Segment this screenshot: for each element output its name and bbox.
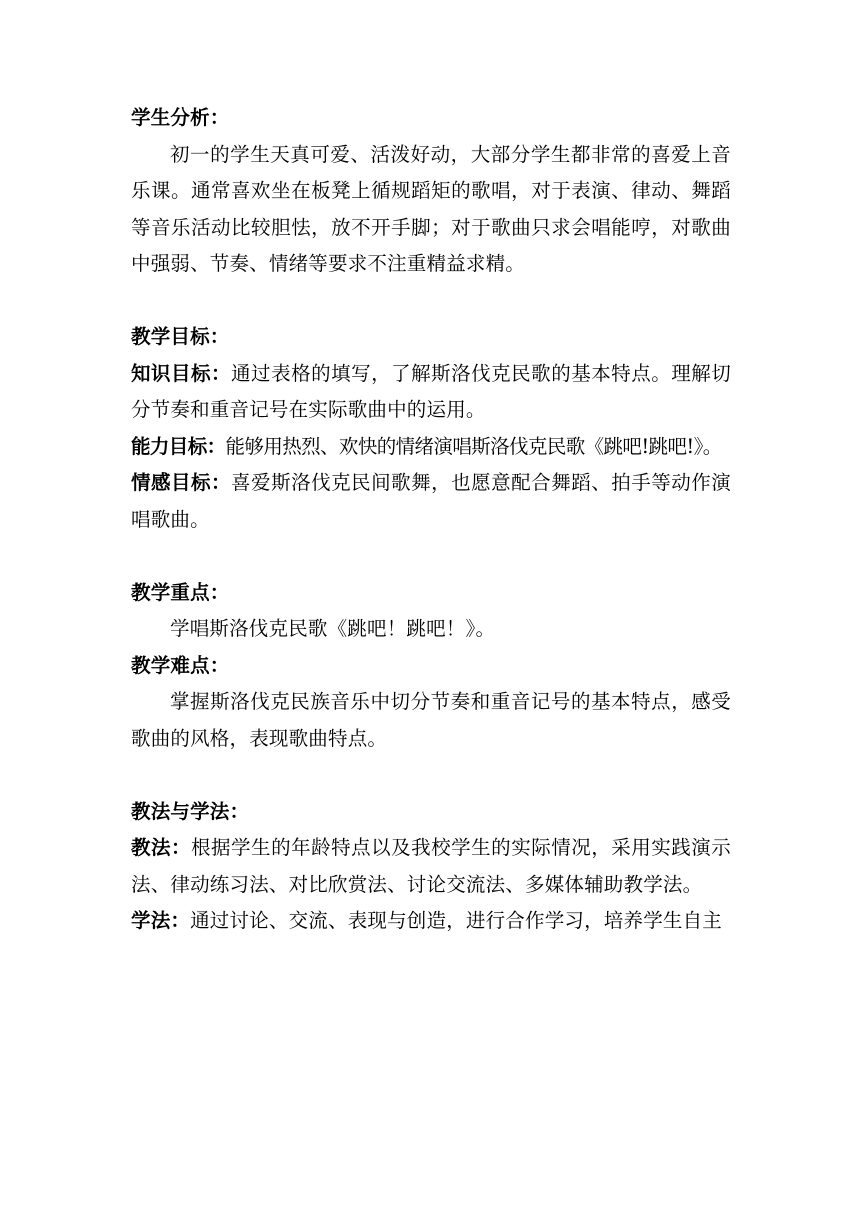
knowledge-goal-text: 通过表格的填写，了解斯洛伐克民歌的基本特点。理解切分节奏和重音记号在实际歌曲中的运用。	[131, 361, 731, 421]
emotion-goal-label: 情感目标：	[131, 471, 232, 494]
ability-goal-text: 能够用热烈、欢快的情绪演唱斯洛伐克民歌《跳吧!跳吧!》。	[225, 434, 722, 458]
section-gap	[131, 283, 731, 320]
emotion-goal-paragraph	[131, 465, 731, 538]
learning-method-paragraph	[131, 903, 731, 940]
key-points-body: 学唱斯洛伐克民歌《跳吧！跳吧！》。	[170, 617, 496, 640]
methods-heading: 教法与学法：	[131, 799, 250, 823]
teaching-method-text: 根据学生的年龄特点以及我校学生的实际情况，采用实践演示法、律动练习法、对比欣赏法、讨论交流法、多媒体辅助教学法。	[131, 836, 731, 896]
section-gap	[131, 538, 731, 575]
teaching-method-paragraph	[131, 830, 731, 903]
teaching-method-label: 教法：	[131, 836, 192, 859]
knowledge-goal-paragraph	[131, 356, 731, 429]
student-analysis-heading: 学生分析：	[131, 106, 230, 129]
emotion-goal-text: 喜爱斯洛伐克民间歌舞，也愿意配合舞蹈、拍手等动作演唱歌曲。	[131, 471, 731, 531]
ability-goal-label: 能力目标：	[131, 434, 226, 458]
difficulties-body: 掌握斯洛伐克民族音乐中切分节奏和重音记号的基本特点，感受歌曲的风格，表现歌曲特点。	[131, 690, 731, 750]
difficulties-heading: 教学难点：	[131, 653, 230, 677]
knowledge-goal-label: 知识目标：	[131, 361, 232, 385]
section-gap	[131, 757, 731, 794]
ability-goal-paragraph	[131, 429, 731, 466]
student-analysis-body: 初一的学生天真可爱、活泼好动，大部分学生都非常的喜爱上音乐课。通常喜欢坐在板凳上循规蹈矩的歌唱，对于表演、律动、舞蹈等音乐活动比较胆怯，放不开手脚；对于歌曲只求会唱能哼，对歌曲中强弱、节奏、情绪等要求不注重精益求精。	[131, 142, 731, 275]
learning-method-text: 通过讨论、交流、表现与创造，进行合作学习，培养学生自主	[190, 909, 723, 932]
key-points-heading: 教学重点：	[131, 580, 230, 604]
document-page	[131, 100, 731, 940]
teaching-goals-heading: 教学目标：	[131, 325, 230, 348]
learning-method-label: 学法：	[131, 909, 191, 932]
